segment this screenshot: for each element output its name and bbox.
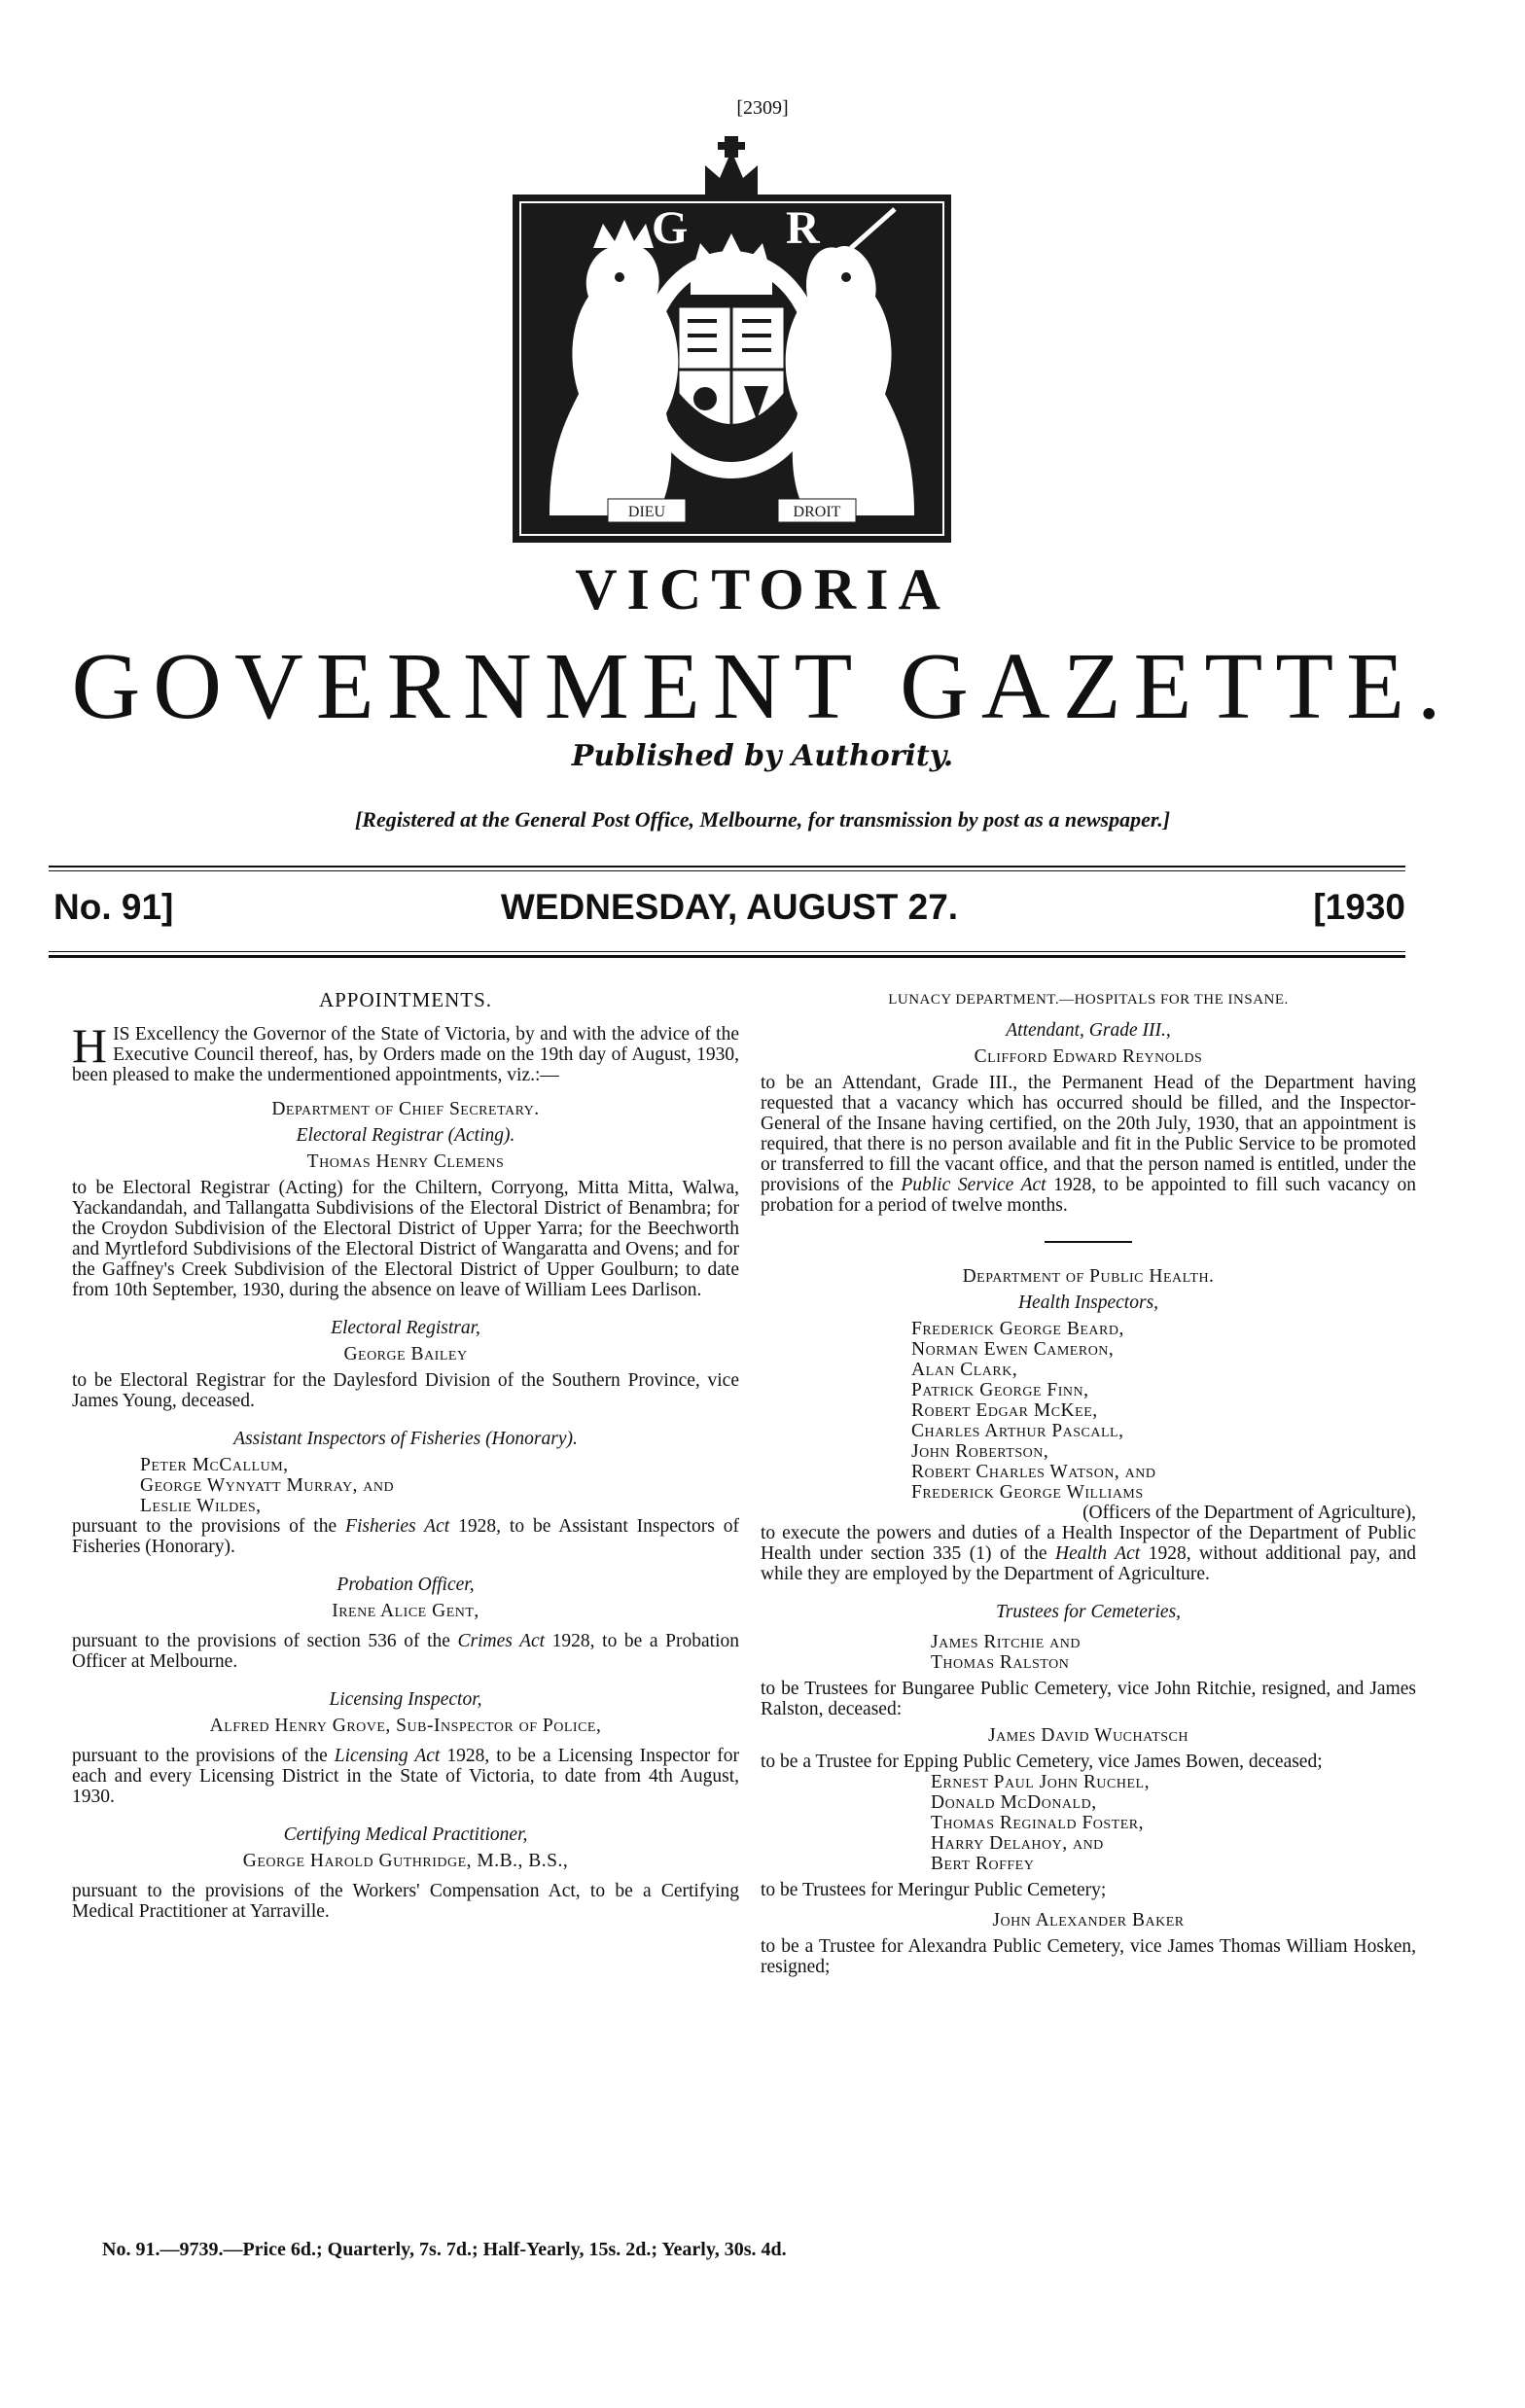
electoral-registrar-title: Electoral Registrar, [331, 1318, 480, 1338]
dept-chief-secretary: Department of Chief Secretary. [271, 1099, 540, 1119]
appointee-name: Bert Roffey [931, 1854, 1035, 1874]
officers-note: (Officers of the Department of Agriculture), [1082, 1503, 1416, 1523]
published-by-authority: Published by Authority. [571, 739, 954, 773]
appointment-text: pursuant to the provisions of the Fisheries Act 1928, to be Assistant Inspectors of Fisheries (Honorary). [72, 1516, 739, 1557]
medical-practitioner-title: Certifying Medical Practitioner, [283, 1824, 528, 1845]
attendant-title: Attendant, Grade III., [1006, 1020, 1171, 1041]
health-inspectors-title: Health Inspectors, [1017, 1293, 1159, 1313]
appointee-name: John Alexander Baker [992, 1910, 1185, 1930]
appointee-name: Norman Ewen Cameron, [911, 1339, 1115, 1360]
cemetery-trustees-title: Trustees for Cemeteries, [995, 1602, 1182, 1622]
appointee-name: Harry Delahoy, and [931, 1833, 1104, 1854]
appointment-text: to be Trustees for Bungaree Public Cemetery, vice John Ritchie, resigned, and James Ralston, deceased: [761, 1679, 1416, 1719]
appointment-text: to be an Attendant, Grade III., the Permanent Head of the Department having requested that a vacancy which has occurred should be filled, and the Inspector-General of the Insane having certified, on the 20th July, 1930, that an appointment is required, that there is no person available and fit in the Public Service to be promoted or transferred to fill the vacant office, and that the person named is entitled, under the provisions of the Public Service Act 1928, to be appointed to fill such vacancy on probation for a period of twelve months. [761, 1073, 1416, 1216]
motto-right: DROIT [793, 504, 841, 520]
health-inspector-names [761, 1319, 1416, 1503]
page-number: [2309] [736, 97, 789, 119]
meringur-names [761, 1772, 1416, 1874]
dept-lunacy: LUNACY DEPARTMENT.—HOSPITALS FOR THE INSANE. [888, 992, 1289, 1008]
appointment-text: pursuant to the provisions of the Workers' Compensation Act, to be a Certifying Medical Practitioner at Yarraville. [72, 1881, 739, 1922]
appointee-name: Robert Charles Watson, and [911, 1462, 1156, 1482]
issue-bar [53, 887, 1405, 936]
issue-date: WEDNESDAY, AUGUST 27. [500, 887, 959, 927]
appointment-text: pursuant to the provisions of the Licensing Act 1928, to be a Licensing Inspector for each and every Licensing District in the State of Victoria, to date from 4th August, 1930. [72, 1746, 739, 1807]
motto-left: DIEU [627, 504, 666, 520]
appointee-name: Clifford Edward Reynolds [974, 1046, 1203, 1067]
masthead-rule-bottom-thin [49, 951, 1405, 952]
drop-cap: H [72, 1018, 108, 1073]
crest-letter-r: R [786, 202, 820, 254]
licensing-inspector-title: Licensing Inspector, [329, 1689, 482, 1710]
issue-year: [1930 [1313, 887, 1405, 927]
appointment-text: pursuant to the provisions of section 536 of the Crimes Act 1928, to be a Probation Officer at Melbourne. [72, 1631, 739, 1672]
appointments-heading: APPOINTMENTS. [318, 988, 493, 1011]
appointment-text: to be Electoral Registrar for the Daylesford Division of the Southern Province, vice James Young, deceased. [72, 1370, 739, 1411]
left-column [72, 990, 739, 1922]
appointee-name: Ernest Paul John Ruchel, [931, 1772, 1150, 1792]
right-column [761, 990, 1416, 1977]
appointee-name: George Bailey [343, 1344, 468, 1364]
appointee-name: Patrick George Finn, [911, 1380, 1089, 1400]
fisheries-names [72, 1455, 739, 1516]
appointee-name: Donald McDonald, [931, 1792, 1097, 1813]
dept-public-health: Department of Public Health. [962, 1266, 1215, 1287]
appointee-name: Thomas Ralston [931, 1652, 1070, 1673]
royal-coat-of-arms [511, 131, 953, 545]
masthead-rule-bottom [49, 955, 1405, 958]
title-government-gazette: GOVERNMENT GAZETTE. [71, 634, 1454, 739]
masthead-rule-top-thin [49, 870, 1405, 871]
appointment-text: to be Electoral Registrar (Acting) for the Chiltern, Corryong, Mitta Mitta, Walwa, Yackandandah, and Tallangatta Subdivisions of the Electoral District of Benambra; for the Croydon Subdivision of the Electoral District of Upper Yarra; for the Beechworth and Myrtleford Subdivisions of the Electoral District of Wangaratta and Ovens; and for the Gaffney's Creek Subdivision of the Electoral District of Upper Goulburn; to date from 10th September, 1930, during the absence on leave of William Lees Darlison. [72, 1178, 739, 1300]
appointee-name: Robert Edgar McKee, [911, 1400, 1098, 1421]
appointee-name: George Harold Guthridge, M.B., B.S., [242, 1851, 569, 1871]
probation-officer-title: Probation Officer, [337, 1575, 475, 1595]
appointee-name: Thomas Henry Clemens [306, 1151, 505, 1172]
appointee-name: Alfred Henry Grove, Sub-Inspector of Police, [209, 1716, 602, 1736]
coat-of-arms-icon [511, 131, 953, 545]
price-line: No. 91.—9739.—Price 6d.; Quarterly, 7s. 7d.; Half-Yearly, 15s. 2d.; Yearly, 30s. 4d. [102, 2239, 787, 2260]
appointee-name: Alan Clark, [911, 1360, 1018, 1380]
appointee-name: Irene Alice Gent, [332, 1601, 479, 1621]
title-victoria: VICTORIA [575, 557, 950, 621]
issue-number: No. 91] [53, 887, 174, 927]
electoral-registrar-acting-title: Electoral Registrar (Acting). [296, 1125, 515, 1146]
appointee-name: Frederick George Beard, [911, 1319, 1124, 1339]
appointee-name: Charles Arthur Pascall, [911, 1421, 1124, 1441]
appointment-text: to be Trustees for Meringur Public Cemetery; [761, 1880, 1107, 1900]
appointee-name: George Wynyatt Murray, and [140, 1475, 395, 1496]
crest-letter-g: G [652, 202, 689, 254]
appointment-text: to execute the powers and duties of a Health Inspector of the Department of Public Health under section 335 (1) of the Health Act 1928, without additional pay, and while they are employed by the Department of Agriculture. [761, 1523, 1416, 1584]
fisheries-inspectors-title: Assistant Inspectors of Fisheries (Honorary). [233, 1429, 578, 1449]
appointee-name: Frederick George Williams [911, 1482, 1144, 1503]
appointee-name: James David Wuchatsch [988, 1725, 1188, 1746]
appointee-name: James Ritchie and [931, 1632, 1081, 1652]
appointee-name: Peter McCallum, [140, 1455, 289, 1475]
appointee-name: Leslie Wildes, [140, 1496, 262, 1516]
appointee-name: John Robertson, [911, 1441, 1049, 1462]
appointee-name: Thomas Reginald Foster, [931, 1813, 1144, 1833]
masthead-rule-top [49, 866, 1405, 868]
registration-notice: [Registered at the General Post Office, Melbourne, for transmission by post as a newspaper.] [354, 807, 1171, 832]
appointment-text: to be a Trustee for Epping Public Cemetery, vice James Bowen, deceased; [761, 1752, 1323, 1772]
appointment-text: to be a Trustee for Alexandra Public Cemetery, vice James Thomas William Hosken, resigned; [761, 1936, 1416, 1977]
intro-paragraph: HIS Excellency the Governor of the State of Victoria, by and with the advice of the Executive Council thereof, has, by Orders made on the 19th day of August, 1930, been pleased to make the undermentioned appointments, viz.:— [72, 1018, 739, 1085]
bungaree-names [761, 1632, 1416, 1673]
